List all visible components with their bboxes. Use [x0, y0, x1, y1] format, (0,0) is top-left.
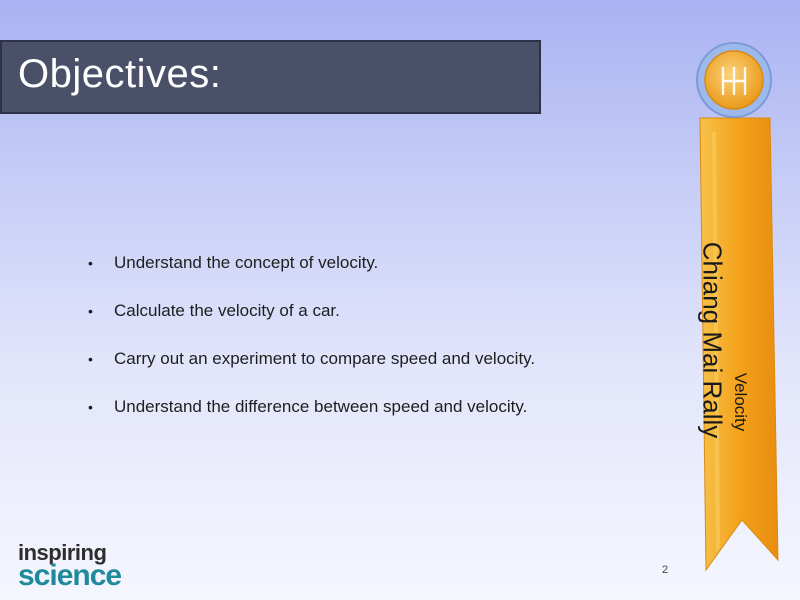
- logo-text-line2: science: [18, 559, 122, 592]
- ribbon-subtitle: Velocity: [731, 372, 750, 432]
- logo-text-line1: inspiring: [18, 540, 107, 565]
- bullet-item: • Understand the concept of velocity.: [88, 252, 535, 300]
- bullet-item: • Calculate the velocity of a car.: [88, 300, 535, 348]
- ribbon-title: Chiang Mai Rally: [697, 241, 728, 439]
- bullet-item: • Understand the difference between speed and velocity.: [88, 396, 535, 444]
- bullet-item: • Carry out an experiment to compare speed and velocity.: [88, 348, 535, 396]
- page-number: 2: [662, 564, 669, 576]
- inspiring-science-logo: [18, 540, 138, 592]
- slide-title: Objectives:: [18, 52, 222, 96]
